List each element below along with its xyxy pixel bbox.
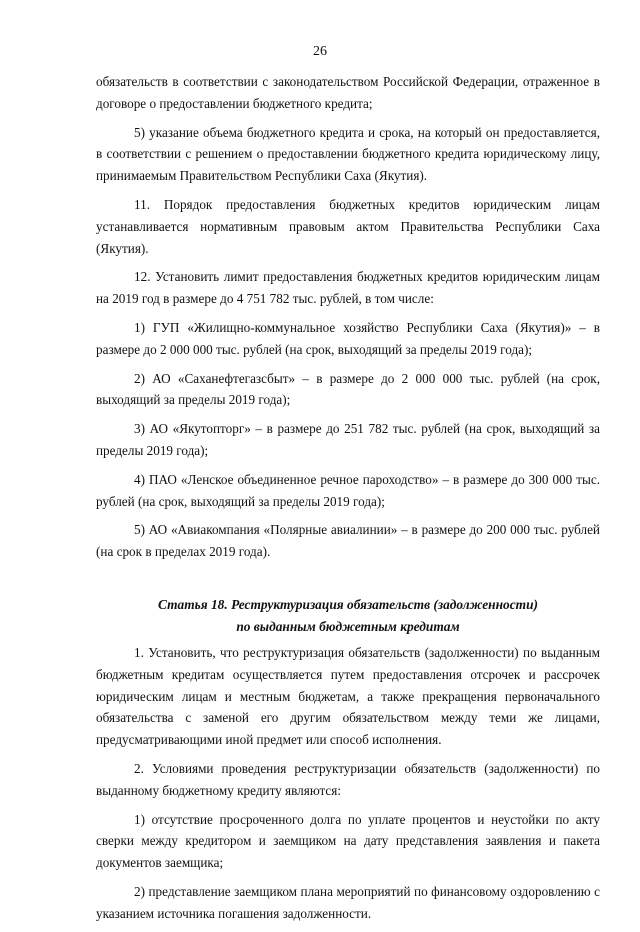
paragraph-item-5-term: 5) указание объема бюджетного кредита и срока, на который он предоставляется, в соответствии с решением о предоставлении бюджетного кредита юридическому лицу, принимаемым Правительством Республики Саха (Якутия). [96, 124, 600, 184]
article-condition-1: 1) отсутствие просроченного долга по уплате процентов и неустойки по акту сверки между кредитором и заемщиком на дату представления заявления и пакета документов заемщика; [96, 811, 600, 871]
paragraph-limit-item-3: 3) АО «Якутопторг» – в размере до 251 782 тыс. рублей (на срок, выходящий за пределы 2019 года); [96, 421, 600, 458]
paragraph-11-procedure: 11. Порядок предоставления бюджетных кредитов юридическим лицам устанавливается нормативным правовым актом Правительства Республики Саха (Якутия). [96, 196, 600, 256]
article-heading [96, 594, 600, 638]
paragraph-limit-item-2: 2) АО «Саханефтегазсбыт» – в размере до 2 000 000 тыс. рублей (на срок, выходящий за пределы 2019 года); [96, 370, 600, 408]
paragraph-limit-item-1: 1) ГУП «Жилищно-коммунальное хозяйство Республики Саха (Якутия)» – в размере до 2 000 000 тыс. рублей (на срок, выходящий за пределы 2019 года); [96, 319, 600, 357]
paragraph-continuation: обязательств в соответствии с законодательством Российской Федерации, отраженное в договоре о предоставлении бюджетного кредита; [96, 74, 600, 111]
paragraph-limit-item-5: 5) АО «Авиакомпания «Полярные авиалинии» – в размере до 200 000 тыс. рублей (на срок в пределах 2019 года). [96, 522, 600, 560]
article-paragraph-2: 2. Условиями проведения реструктуризации обязательств (задолженности) по выданному бюджетному кредиту являются: [96, 760, 600, 798]
paragraph-12-limit: 12. Установить лимит предоставления бюджетных кредитов юридическим лицам на 2019 год в размере до 4 751 782 тыс. рублей, в том числе: [96, 269, 600, 307]
document-body [96, 71, 600, 932]
section-spacer [96, 570, 600, 594]
paragraph-limit-item-4: 4) ПАО «Ленское объединенное речное пароходство» – в размере до 300 000 тыс. рублей (на срок, выходящий за пределы 2019 года); [96, 471, 600, 509]
article-title-line-2: по выданным бюджетным кредитам [236, 618, 460, 634]
article-condition-2: 2) представление заемщиком плана мероприятий по финансовому оздоровлению с указанием источника погашения задолженности. [96, 883, 600, 921]
page-number: 26 [313, 44, 327, 59]
article-title-line-1: Статья 18. Реструктуризация обязательств (задолженности) [157, 596, 539, 612]
article-paragraph-1: 1. Установить, что реструктуризация обязательств (задолженности) по выданным бюджетным кредитам осуществляется путем предоставления отсрочек и рассрочек юридическим лицам и местным бюджетам, а также прекращения первоначального обязательства с заменой его другим обязательством между теми же лицами, предусматривающими иной предмет или способ исполнения. [96, 644, 600, 748]
